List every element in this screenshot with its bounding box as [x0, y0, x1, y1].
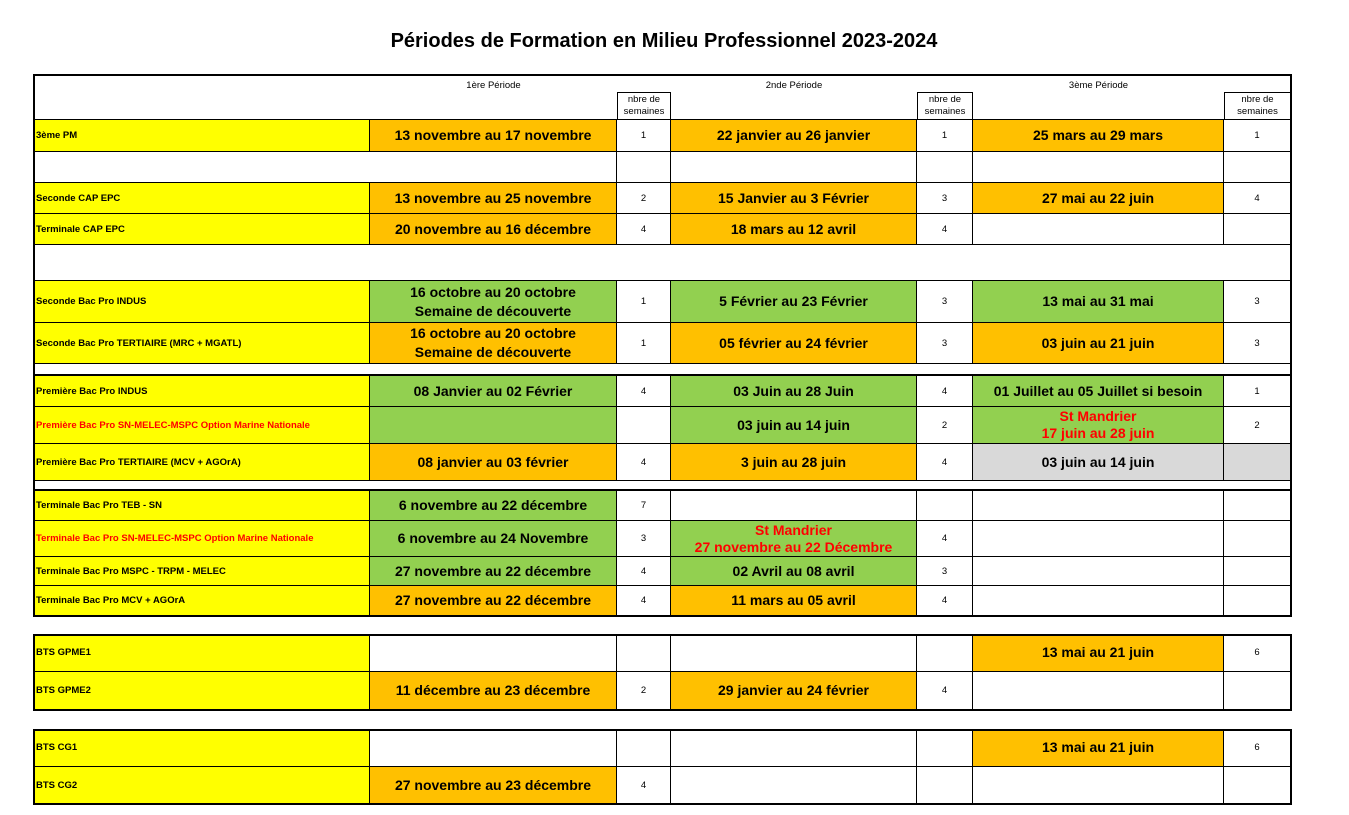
- row-label: Seconde CAP EPC: [33, 183, 370, 214]
- period2-dates: 03 juin au 14 juin: [671, 407, 917, 444]
- period1-weeks: 4: [617, 376, 671, 407]
- table-outer-border: [33, 729, 1292, 805]
- period1-weeks: 1: [617, 281, 671, 323]
- row-label: Seconde Bac Pro INDUS: [33, 281, 370, 323]
- period2-weeks: 3: [917, 281, 973, 323]
- period1-dates: 13 novembre au 25 novembre: [370, 183, 617, 214]
- table-outer-border: [33, 74, 1292, 617]
- period3-weeks: 4: [1224, 183, 1291, 214]
- period1-dates: 08 Janvier au 02 Février: [370, 376, 617, 407]
- period2-weeks: 2: [917, 407, 973, 444]
- period1-weeks: 1: [617, 323, 671, 364]
- period1-dates: 27 novembre au 22 décembre: [370, 557, 617, 586]
- period3-dates: 27 mai au 22 juin: [973, 183, 1224, 214]
- row-label: Terminale Bac Pro SN-MELEC-MSPC Option Marine Nationale: [33, 521, 370, 557]
- period3-dates: 25 mars au 29 mars: [973, 120, 1224, 152]
- row-label: Première Bac Pro INDUS: [33, 376, 370, 407]
- period1-dates: 6 novembre au 22 décembre: [370, 491, 617, 521]
- period1-weeks: 4: [617, 444, 671, 481]
- period3-dates-line1: St Mandrier: [1059, 408, 1137, 424]
- period3-weeks: 6: [1224, 729, 1291, 767]
- header-weeks2: nbre de semaines: [917, 92, 973, 119]
- period2-weeks: 4: [917, 376, 973, 407]
- period1-weeks: 7: [617, 491, 671, 521]
- row-label: 3ème PM: [33, 120, 370, 152]
- row-label: Terminale Bac Pro MSPC - TRPM - MELEC: [33, 557, 370, 586]
- page-title: Périodes de Formation en Milieu Professionnel 2023-2024: [390, 30, 938, 52]
- period2-dates: 5 Février au 23 Février: [671, 281, 917, 323]
- period3-dates: 13 mai au 21 juin: [973, 634, 1224, 672]
- period3-dates: 13 mai au 21 juin: [973, 729, 1224, 767]
- period1-weeks: 3: [617, 521, 671, 557]
- period3-weeks: 3: [1224, 323, 1291, 364]
- period2-weeks: 4: [917, 521, 973, 557]
- row-label: Première Bac Pro SN-MELEC-MSPC Option Marine Nationale: [33, 407, 370, 444]
- row-label: Seconde Bac Pro TERTIAIRE (MRC + MGATL): [33, 323, 370, 364]
- header-period3: 3ème Période: [1068, 80, 1129, 91]
- header-weeks1: nbre de semaines: [617, 92, 671, 119]
- table-outer-border: [33, 634, 1292, 711]
- period1-dates: 6 novembre au 24 Novembre: [370, 521, 617, 557]
- period2-dates: 15 Janvier au 3 Février: [671, 183, 917, 214]
- row-label: BTS GPME1: [33, 634, 370, 672]
- period2-dates-line2: 27 novembre au 22 Décembre: [694, 538, 893, 555]
- period2-weeks: 4: [917, 672, 973, 710]
- period2-dates: 29 janvier au 24 février: [671, 672, 917, 710]
- period1-dates-line2: Semaine de découverte: [414, 302, 572, 319]
- period3-dates: 03 juin au 14 juin: [973, 444, 1224, 481]
- period3-weeks: 1: [1224, 376, 1291, 407]
- period1-dates-line2: Semaine de découverte: [414, 344, 572, 360]
- header-period1: 1ère Période: [466, 80, 521, 91]
- period1-weeks: 2: [617, 672, 671, 710]
- period2-weeks: 4: [917, 444, 973, 481]
- period2-dates: 02 Avril au 08 avril: [671, 557, 917, 586]
- period2-dates: 03 Juin au 28 Juin: [671, 376, 917, 407]
- period1-dates-line1: 16 octobre au 20 octobre: [410, 325, 576, 341]
- period2-dates-line1: St Mandrier: [754, 521, 832, 538]
- period1-weeks: 4: [617, 214, 671, 245]
- period1-weeks: 1: [617, 120, 671, 152]
- period3-dates: 03 juin au 21 juin: [973, 323, 1224, 364]
- period2-dates: 11 mars au 05 avril: [671, 586, 917, 616]
- period2-dates: 3 juin au 28 juin: [671, 444, 917, 481]
- period1-weeks: 4: [617, 767, 671, 804]
- period1-weeks: 4: [617, 586, 671, 616]
- period1-dates: 27 novembre au 23 décembre: [370, 767, 617, 804]
- period2-weeks: 3: [917, 557, 973, 586]
- period2-weeks: 4: [917, 586, 973, 616]
- period3-weeks: 1: [1224, 120, 1291, 152]
- period1-dates-line1: 16 octobre au 20 octobre: [410, 283, 576, 300]
- row-label: Terminale CAP EPC: [33, 214, 370, 245]
- period2-weeks: 3: [917, 183, 973, 214]
- row-label: Terminale Bac Pro MCV + AGOrA: [33, 586, 370, 616]
- period1-dates: 20 novembre au 16 décembre: [370, 214, 617, 245]
- period3-weeks: 6: [1224, 634, 1291, 672]
- period2-weeks: 3: [917, 323, 973, 364]
- period3-weeks: 2: [1224, 407, 1291, 444]
- period1-dates: 11 décembre au 23 décembre: [370, 672, 617, 710]
- row-label: BTS GPME2: [33, 672, 370, 710]
- period3-dates-line2: 17 juin au 28 juin: [1041, 425, 1155, 441]
- period3-weeks: 3: [1224, 281, 1291, 323]
- period2-dates: 18 mars au 12 avril: [671, 214, 917, 245]
- period2-dates: 22 janvier au 26 janvier: [671, 120, 917, 152]
- header-weeks3: nbre de semaines: [1224, 92, 1291, 119]
- period3-dates: 01 Juillet au 05 Juillet si besoin: [973, 376, 1224, 407]
- period2-weeks: 1: [917, 120, 973, 152]
- period2-dates: 05 février au 24 février: [671, 323, 917, 364]
- period1-weeks: 4: [617, 557, 671, 586]
- row-label: Terminale Bac Pro TEB - SN: [33, 491, 370, 521]
- period1-dates: 13 novembre au 17 novembre: [370, 120, 617, 152]
- period1-dates: 27 novembre au 22 décembre: [370, 586, 617, 616]
- period1-weeks: 2: [617, 183, 671, 214]
- period3-dates: 13 mai au 31 mai: [973, 281, 1224, 323]
- row-label: Première Bac Pro TERTIAIRE (MCV + AGOrA): [33, 444, 370, 481]
- header-period2: 2nde Période: [765, 80, 823, 91]
- row-label: BTS CG2: [33, 767, 370, 804]
- period1-dates: 08 janvier au 03 février: [370, 444, 617, 481]
- period2-weeks: 4: [917, 214, 973, 245]
- row-label: BTS CG1: [33, 729, 370, 767]
